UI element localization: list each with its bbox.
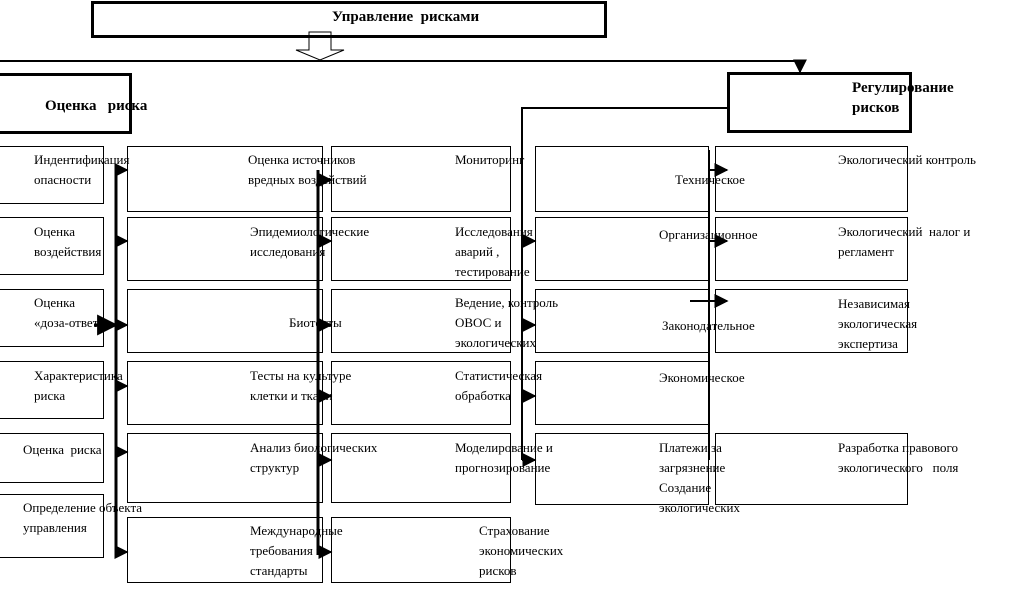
col3-label-4: Статистическая обработка [455,368,543,403]
col2-label-1: Оценка источников вредных воздействий [248,152,367,187]
col1-label-5: Оценка риска [23,442,102,457]
col2-label-5: Анализ биологических структур [250,440,378,475]
col3-label-2: Исследования аварий , тестирование [455,224,533,279]
col2-label-2: Эпидемиологические исследования [250,224,370,259]
col2-label-3: Биотесты [289,315,342,330]
col3-label-3: Ведение, контроль ОВОС и экологических [455,295,559,350]
col1-label-1: Индентификация опасности [34,152,130,187]
col5-label-2: Экологический налог и регламент [838,224,971,259]
col4-label-2: Организационное [659,227,758,242]
col3-label-5: Моделирование и прогнозирование [455,440,553,475]
col5-label-3: Независимая экологическая экспертиза [838,296,918,351]
col5-label-4: Разработка правового экологического поля [838,440,959,475]
col2-label-6: Международные требования и стандарты [250,523,343,578]
col4-label-1: Техническое [675,172,745,187]
risk-regulation-label: Регулирование рисков [852,80,954,116]
col4-label-5: Платежи за загрязнение Создание экологических [659,440,741,515]
risk-assessment-label: Оценка риска [45,98,148,114]
col1-label-6: Определение объекта управления [23,500,143,535]
col1-label-4: Характеристика риска [34,368,123,403]
page-title: Управление рисками [332,9,480,25]
col4-label-3: Законодательное [662,318,755,333]
col1-label-3: Оценка «доза-ответ» [34,295,105,330]
col4-label-4: Экономическое [659,370,745,385]
col5-label-1: Экологический контроль [838,152,976,167]
col3-label-1: Мониторинг [455,152,525,167]
col2-label-4: Тесты на культуре клетки и ткани [250,368,352,403]
col1-label-2: Оценка воздействия [34,224,102,259]
col3-label-6: Страхование экономических рисков [479,523,564,578]
